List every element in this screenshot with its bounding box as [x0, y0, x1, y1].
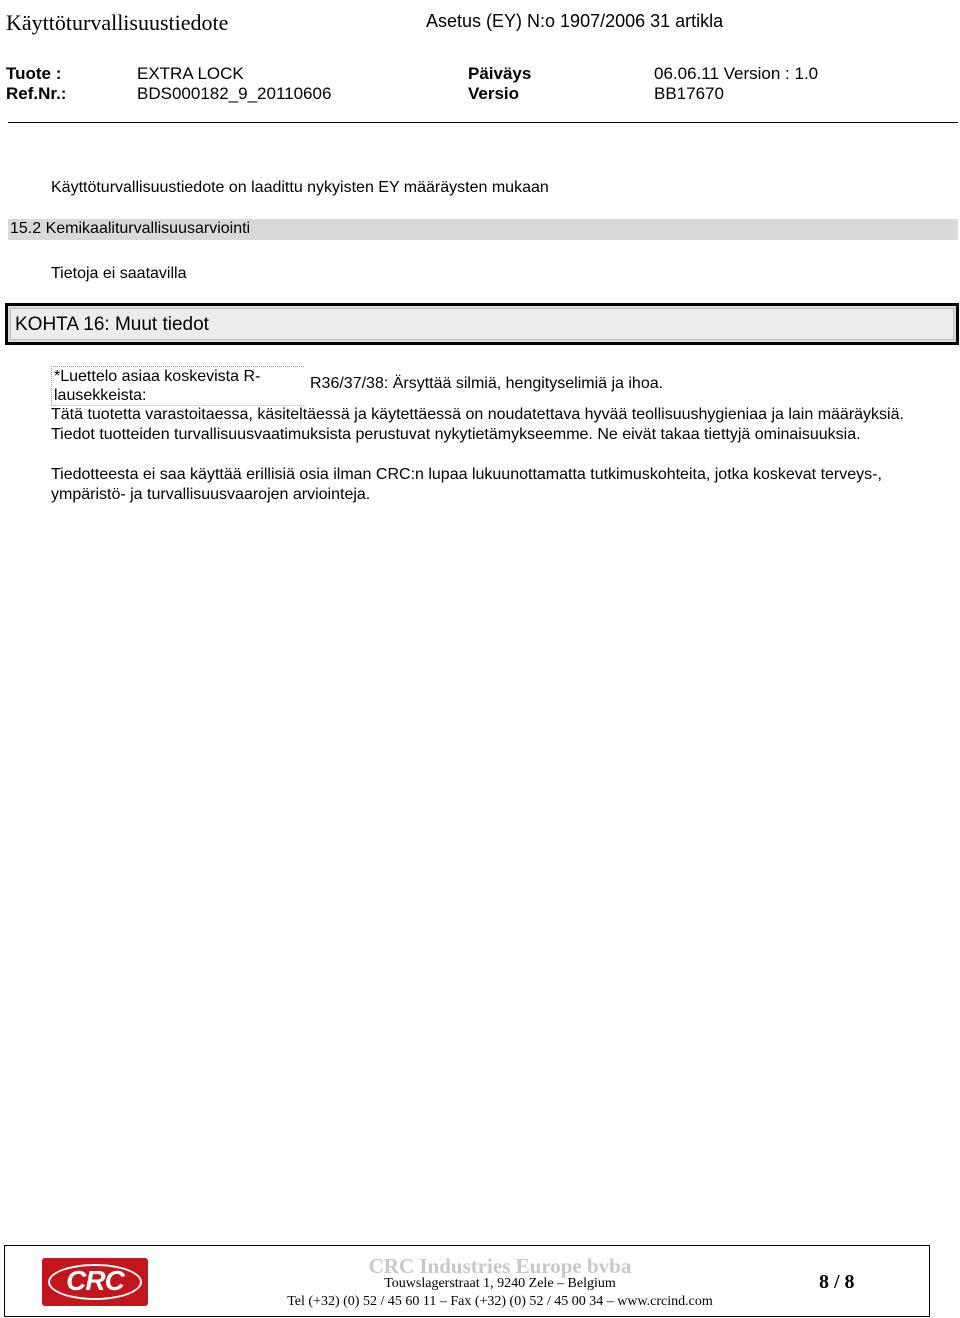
company-info	[180, 1246, 820, 1316]
r-phrase-value: R36/37/38: Ärsyttää silmiä, hengityselimiä ja ihoa.	[310, 375, 664, 392]
disclaimer-paragraph-2: Tiedotteesta ei saa käyttää erillisiä osia ilman CRC:n lupaa lukuunottamatta tutkimuskohteita, jotka koskevat terveys-, ympäristö- ja turvallisuusvaarojen arviointeja.	[51, 466, 882, 503]
company-contact: Tel (+32) (0) 52 / 45 60 11 – Fax (+32) (0) 52 / 45 00 34 – www.crcind.com	[287, 1294, 713, 1309]
document-title: Käyttöturvallisuustiedote	[6, 10, 229, 35]
intro-text: Käyttöturvallisuustiedote on laadittu nykyisten EY määräysten mukaan	[51, 179, 549, 196]
crc-logo	[42, 1258, 148, 1306]
ref-label: Ref.Nr.:	[6, 84, 67, 103]
section-16-title: KOHTA 16: Muut tiedot	[15, 314, 209, 335]
page-number: 8 / 8	[819, 1271, 855, 1293]
company-name: CRC Industries Europe bvba	[368, 1254, 632, 1278]
section-15-2-bar	[8, 219, 958, 240]
company-address: Touwslagerstraat 1, 9240 Zele – Belgium	[384, 1276, 616, 1291]
date-label: Päiväys	[468, 64, 532, 83]
r-phrase-label: *Luettelo asiaa koskevista R-lausekkeista:	[51, 366, 304, 405]
version-value: BB17670	[654, 84, 724, 103]
logo-text: CRC	[66, 1265, 124, 1296]
section-16-header	[5, 303, 959, 345]
ref-value: BDS000182_9_20110606	[137, 84, 332, 103]
regulation-reference: Asetus (EY) N:o 1907/2006 31 artikla	[426, 11, 724, 31]
header-divider	[8, 122, 958, 123]
footer	[4, 1245, 930, 1317]
disclaimer-paragraph-1: Tätä tuotetta varastoitaessa, käsiteltäessä ja käytettäessä on noudatettava hyvää teollisuushygieniaa ja lain määräyksiä. Tiedot tuotteiden turvallisuusvaatimuksista perustuvat nykytietämykseemme. Ne eivät takaa tiettyjä ominaisuuksia.	[51, 406, 904, 443]
date-value: 06.06.11 Version : 1.0	[654, 64, 819, 83]
version-label: Versio	[468, 84, 520, 103]
no-info-text: Tietoja ei saatavilla	[51, 265, 187, 282]
section-15-2-title: 15.2 Kemikaaliturvallisuusarviointi	[10, 220, 251, 237]
product-label: Tuote :	[6, 64, 62, 83]
product-value: EXTRA LOCK	[137, 64, 244, 83]
